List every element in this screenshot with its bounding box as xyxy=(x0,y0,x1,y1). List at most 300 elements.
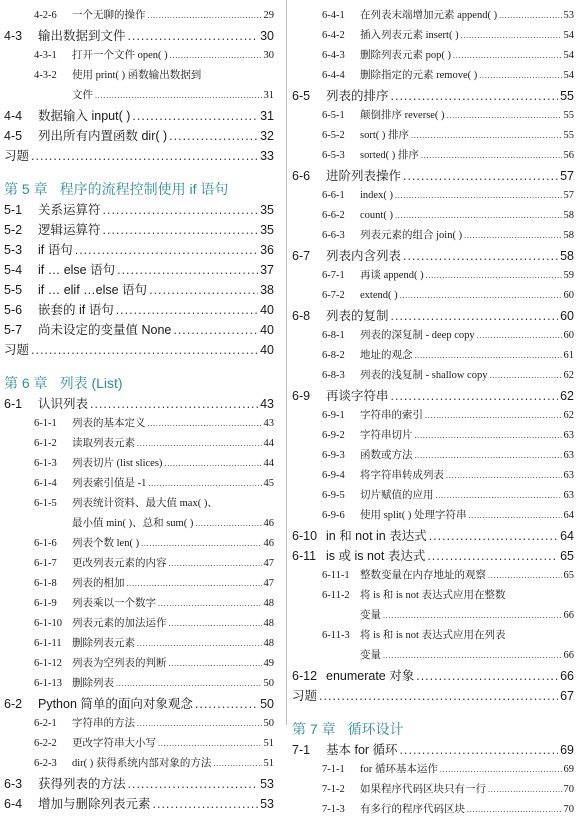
toc-subsection-entry[interactable] xyxy=(4,66,274,86)
dot-leader xyxy=(395,206,562,226)
toc-section-entry[interactable] xyxy=(292,86,574,106)
page-number: 35 xyxy=(260,223,274,237)
toc-subsection-entry[interactable] xyxy=(292,186,574,206)
toc-subsection-entry[interactable] xyxy=(292,586,574,606)
entry-number: 6-1-9 xyxy=(34,598,57,609)
toc-subsection-entry[interactable] xyxy=(4,414,274,434)
page-number: 38 xyxy=(260,283,274,297)
entry-title: 函数或方法 xyxy=(360,450,413,461)
dot-leader xyxy=(117,260,258,280)
toc-subsection-entry[interactable] xyxy=(292,446,574,466)
toc-subsection-entry[interactable] xyxy=(292,266,574,286)
entry-title: 列表内含列表 xyxy=(326,249,402,263)
toc-exercises-entry[interactable] xyxy=(4,146,274,166)
chapter-heading[interactable] xyxy=(4,372,274,394)
dot-leader xyxy=(213,754,261,774)
entry-number: 6-5 xyxy=(292,89,311,103)
toc-subsection-entry[interactable] xyxy=(4,754,274,774)
dot-leader xyxy=(421,146,562,166)
dot-leader xyxy=(403,246,558,266)
toc-subsection-entry[interactable] xyxy=(292,106,574,126)
entry-title: if … elif …else 语句 xyxy=(38,283,148,297)
page-number: 46 xyxy=(263,518,274,529)
entry-number: 6-9-3 xyxy=(322,450,345,461)
page-number: 62 xyxy=(563,370,574,381)
entry-title: if 语句 xyxy=(38,243,73,257)
dot-leader xyxy=(141,534,261,554)
chapter-heading[interactable] xyxy=(4,178,274,200)
toc-section-entry[interactable] xyxy=(4,694,274,714)
dot-leader xyxy=(103,220,259,240)
entry-number: 6-1-3 xyxy=(34,458,57,469)
toc-section-entry[interactable] xyxy=(292,526,574,546)
entry-number: 6-9-4 xyxy=(322,470,345,481)
page-number: 60 xyxy=(560,309,574,323)
page-number: 62 xyxy=(563,410,574,421)
dot-leader xyxy=(195,694,258,714)
dot-leader xyxy=(447,106,562,126)
entry-title: 列表的复制 xyxy=(326,309,389,323)
entry-title: sorted( ) 排序 xyxy=(360,150,419,161)
toc-subsection-entry[interactable] xyxy=(292,66,574,86)
dot-leader xyxy=(116,300,258,320)
toc-section-entry[interactable] xyxy=(4,394,274,414)
dot-leader xyxy=(103,200,259,220)
toc-subsection-entry[interactable] xyxy=(4,594,274,614)
toc-subsection-entry[interactable] xyxy=(4,574,274,594)
entry-title: in 和 not in 表达式 xyxy=(326,529,427,543)
dot-leader xyxy=(436,486,562,506)
entry-number: 6-2 xyxy=(4,697,23,711)
toc-subsection-entry[interactable] xyxy=(292,760,574,780)
page-number: 66 xyxy=(563,650,574,661)
dot-leader xyxy=(479,66,561,86)
toc-exercises-entry[interactable] xyxy=(292,686,574,706)
page-number: 48 xyxy=(263,598,274,609)
toc-section-entry[interactable] xyxy=(4,126,274,146)
page-number: 57 xyxy=(563,190,574,201)
entry-number: 6-4-3 xyxy=(322,50,345,61)
page-number: 43 xyxy=(263,418,274,429)
entry-number: 6-1-8 xyxy=(34,578,57,589)
entry-number: 4-3 xyxy=(4,29,23,43)
toc-section-entry[interactable] xyxy=(4,260,274,280)
dot-leader xyxy=(128,26,259,46)
dot-leader xyxy=(391,86,559,106)
page-number: 50 xyxy=(263,678,274,689)
toc-section-entry[interactable] xyxy=(4,106,274,126)
entry-number: 6-5-3 xyxy=(322,150,345,161)
page-number: 49 xyxy=(263,658,274,669)
dot-leader xyxy=(489,366,561,386)
dot-leader xyxy=(75,240,258,260)
entry-title: 颠倒排序 reverse( ) xyxy=(360,110,445,121)
page-number: 69 xyxy=(563,764,574,775)
toc-subsection-entry[interactable] xyxy=(292,46,574,66)
toc-subsection-entry[interactable] xyxy=(292,326,574,346)
page-number: 48 xyxy=(263,618,274,629)
dot-leader xyxy=(128,774,259,794)
entry-number: 6-7 xyxy=(292,249,311,263)
entry-number: 6-4-4 xyxy=(322,70,345,81)
toc-subsection-entry[interactable] xyxy=(4,654,274,674)
toc-subsection-entry[interactable] xyxy=(292,286,574,306)
toc-entry-continuation[interactable] xyxy=(292,646,574,666)
toc-subsection-entry[interactable] xyxy=(4,534,274,554)
toc-section-entry[interactable] xyxy=(292,386,574,406)
entry-number: 4-3-2 xyxy=(34,70,57,81)
toc-section-entry[interactable] xyxy=(4,240,274,260)
chapter-title: 循环设计 xyxy=(347,721,404,737)
dot-leader xyxy=(195,514,261,534)
dot-leader xyxy=(391,306,559,326)
entry-title: extend( ) xyxy=(360,290,398,301)
toc-subsection-entry[interactable] xyxy=(292,406,574,426)
page-number: 58 xyxy=(563,230,574,241)
page-number: 35 xyxy=(260,203,274,217)
page-number: 58 xyxy=(563,210,574,221)
entry-title: Python 简单的面向对象观念 xyxy=(38,697,193,711)
page-number: 31 xyxy=(260,109,274,123)
toc-subsection-entry[interactable] xyxy=(292,126,574,146)
entry-title: 获得列表的方法 xyxy=(38,777,126,791)
entry-number: 6-12 xyxy=(292,669,318,683)
entry-title: 如果程序代码区块只有一行 xyxy=(360,784,486,795)
entry-number: 7-1-2 xyxy=(322,784,345,795)
toc-subsection-entry[interactable] xyxy=(292,226,574,246)
entry-title: 字符串切片 xyxy=(360,430,413,441)
chapter-heading[interactable] xyxy=(292,718,574,740)
entry-number: 6-4-2 xyxy=(322,30,345,41)
entry-number: 6-1-4 xyxy=(34,478,57,489)
entry-number: 6-9-6 xyxy=(322,510,345,521)
entry-title: 在列表末端增加元素 append( ) xyxy=(360,10,498,21)
toc-section-entry[interactable] xyxy=(4,200,274,220)
entry-number: 6-1 xyxy=(4,397,23,411)
toc-section-entry[interactable] xyxy=(4,320,274,340)
entry-title: 列表乘以一个数字 xyxy=(72,598,156,609)
entry-title: 将 is 和 is not 表达式应用在列表 xyxy=(360,630,506,641)
dot-leader xyxy=(95,86,262,106)
toc-subsection-entry[interactable] xyxy=(292,466,574,486)
entry-number: 6-1-7 xyxy=(34,558,57,569)
entry-title: 地址的观念 xyxy=(360,350,413,361)
entry-title: if … else 语句 xyxy=(38,263,116,277)
entry-number: 7-1 xyxy=(292,743,311,757)
dot-leader xyxy=(137,714,262,734)
entry-title: 习题 xyxy=(4,343,30,357)
entry-number: 5-1 xyxy=(4,203,23,217)
toc-section-entry[interactable] xyxy=(292,246,574,266)
toc-left-column xyxy=(4,6,274,814)
page-number: 63 xyxy=(563,470,574,481)
entry-number: 6-8-2 xyxy=(322,350,345,361)
page-number: 46 xyxy=(263,538,274,549)
entry-number: 6-5-1 xyxy=(322,110,345,121)
entry-title: 列表的深复制 - deep copy xyxy=(360,330,475,341)
toc-subsection-entry[interactable] xyxy=(292,566,574,586)
toc-subsection-entry[interactable] xyxy=(292,626,574,646)
entry-title: 有多行的程序代码区块 xyxy=(360,804,465,815)
entry-title: 增加与删除列表元素 xyxy=(38,797,151,811)
entry-number: 6-8 xyxy=(292,309,311,323)
toc-subsection-entry[interactable] xyxy=(292,506,574,526)
entry-number: 6-10 xyxy=(292,529,318,543)
toc-subsection-entry[interactable] xyxy=(4,494,274,514)
page-number: 51 xyxy=(263,758,274,769)
entry-title: dir( ) 获得系统内部对象的方法 xyxy=(72,758,212,769)
page-number: 69 xyxy=(560,743,574,757)
entry-number: 5-2 xyxy=(4,223,23,237)
dot-leader xyxy=(383,646,562,666)
page-number: 53 xyxy=(260,777,274,791)
dot-leader xyxy=(137,434,262,454)
page-number: 57 xyxy=(560,169,574,183)
page-number: 30 xyxy=(260,29,274,43)
entry-title: 列表的排序 xyxy=(326,89,389,103)
page-number: 62 xyxy=(560,389,574,403)
page-number: 51 xyxy=(263,738,274,749)
entry-number: 6-5-2 xyxy=(322,130,345,141)
page-number: 43 xyxy=(260,397,274,411)
entry-title: 嵌套的 if 语句 xyxy=(38,303,114,317)
toc-subsection-entry[interactable] xyxy=(292,426,574,446)
dot-leader xyxy=(90,394,258,414)
entry-title: 字符串的方法 xyxy=(72,718,135,729)
entry-number: 6-6-1 xyxy=(322,190,345,201)
chapter-number: 第 5 章 xyxy=(4,181,48,197)
entry-title: 删除列表 xyxy=(72,678,114,689)
page-number: 59 xyxy=(563,270,574,281)
entry-title: 列出所有内置函数 dir( ) xyxy=(38,129,168,143)
entry-title: 再谈字符串 xyxy=(326,389,389,403)
toc-subsection-entry[interactable] xyxy=(292,346,574,366)
toc-right-column xyxy=(292,6,574,820)
toc-section-entry[interactable] xyxy=(292,306,574,326)
entry-number: 6-6 xyxy=(292,169,311,183)
page-number: 54 xyxy=(563,30,574,41)
dot-leader xyxy=(169,126,258,146)
toc-subsection-entry[interactable] xyxy=(292,6,574,26)
dot-leader xyxy=(137,634,262,654)
entry-title: 插入列表元素 insert( ) xyxy=(360,30,459,41)
dot-leader xyxy=(395,186,562,206)
page-number: 65 xyxy=(560,549,574,563)
entry-title: 变量 xyxy=(360,650,381,661)
column-divider xyxy=(286,0,287,725)
toc-subsection-entry[interactable] xyxy=(292,780,574,800)
dot-leader xyxy=(127,574,262,594)
dot-leader xyxy=(400,286,562,306)
toc-section-entry[interactable] xyxy=(292,546,574,566)
dot-leader xyxy=(488,780,562,800)
entry-title: 更改列表元素的内容 xyxy=(72,558,167,569)
dot-leader xyxy=(148,474,261,494)
entry-title: 列表索引值是 -1 xyxy=(72,478,147,489)
entry-title: 最小值 min( )、总和 sum( ) xyxy=(72,518,194,529)
entry-number: 6-11-3 xyxy=(322,630,350,641)
entry-number: 4-4 xyxy=(4,109,23,123)
chapter-number: 第 7 章 xyxy=(292,721,336,737)
page-number: 63 xyxy=(563,490,574,501)
entry-number: 4-3-1 xyxy=(34,50,57,61)
entry-title: 将字符串转成列表 xyxy=(360,470,444,481)
entry-title: 将 is 和 is not 表达式应用在整数 xyxy=(360,590,506,601)
entry-number: 6-3 xyxy=(4,777,23,791)
entry-number: 6-6-2 xyxy=(322,210,345,221)
entry-title: 列表元素的加法运作 xyxy=(72,618,167,629)
toc-subsection-entry[interactable] xyxy=(4,6,274,26)
page-number: 40 xyxy=(260,303,274,317)
toc-subsection-entry[interactable] xyxy=(292,366,574,386)
toc-entry-continuation[interactable] xyxy=(4,86,274,106)
entry-title: 进阶列表操作 xyxy=(326,169,402,183)
toc-section-entry[interactable] xyxy=(4,774,274,794)
entry-number: 7-1-1 xyxy=(322,764,345,775)
page-number: 66 xyxy=(563,610,574,621)
page-number: 70 xyxy=(563,784,574,795)
entry-title: 读取列表元素 xyxy=(72,438,135,449)
toc-subsection-entry[interactable] xyxy=(292,486,574,506)
entry-number: 6-1-2 xyxy=(34,438,57,449)
toc-section-entry[interactable] xyxy=(4,300,274,320)
entry-title: 列表为空列表的判断 xyxy=(72,658,167,669)
entry-title: 更改字符串大小写 xyxy=(72,738,156,749)
dot-leader xyxy=(169,614,262,634)
toc-section-entry[interactable] xyxy=(4,794,274,814)
entry-title: 列表个数 len( ) xyxy=(72,538,140,549)
toc-subsection-entry[interactable] xyxy=(4,734,274,754)
page-number: 53 xyxy=(260,797,274,811)
entry-title: count( ) xyxy=(360,210,393,221)
entry-title: 输出数据到文件 xyxy=(38,29,126,43)
page-number: 55 xyxy=(560,89,574,103)
toc-section-entry[interactable] xyxy=(4,280,274,300)
toc-section-entry[interactable] xyxy=(4,220,274,240)
entry-number: 6-9-5 xyxy=(322,490,345,501)
page-number: 60 xyxy=(563,290,574,301)
dot-leader xyxy=(415,346,562,366)
dot-leader xyxy=(429,526,558,546)
entry-number: 6-1-5 xyxy=(34,498,57,509)
toc-section-entry[interactable] xyxy=(4,26,274,46)
entry-title: 列表的相加 xyxy=(72,578,125,589)
toc-section-entry[interactable] xyxy=(292,740,574,760)
entry-number: 5-5 xyxy=(4,283,23,297)
toc-exercises-entry[interactable] xyxy=(4,340,274,360)
entry-number: 6-1-10 xyxy=(34,618,62,629)
entry-title: 列表的基本定义 xyxy=(72,418,146,429)
toc-subsection-entry[interactable] xyxy=(4,714,274,734)
toc-subsection-entry[interactable] xyxy=(4,614,274,634)
page-number: 66 xyxy=(560,669,574,683)
toc-section-entry[interactable] xyxy=(292,166,574,186)
page-number: 36 xyxy=(260,243,274,257)
entry-number: 7-1-3 xyxy=(322,804,345,815)
entry-number: 6-11-1 xyxy=(322,570,350,581)
entry-number: 4-5 xyxy=(4,129,23,143)
entry-number: 6-7-1 xyxy=(322,270,345,281)
dot-leader xyxy=(149,280,258,300)
page-number: 45 xyxy=(263,478,274,489)
dot-leader xyxy=(391,386,559,406)
entry-title: 打开一个文件 open( ) xyxy=(72,50,168,61)
entry-number: 6-2-2 xyxy=(34,738,57,749)
toc-subsection-entry[interactable] xyxy=(4,474,274,494)
entry-title: 基本 for 循环 xyxy=(326,743,398,757)
entry-number: 6-11 xyxy=(292,549,317,563)
page-number: 64 xyxy=(560,529,574,543)
dot-leader xyxy=(415,426,562,446)
entry-title: 删除指定的元素 remove( ) xyxy=(360,70,478,81)
entry-title: index( ) xyxy=(360,190,393,201)
toc-subsection-entry[interactable] xyxy=(4,454,274,474)
chapter-title: 程序的流程控制使用 if 语句 xyxy=(59,181,229,197)
dot-leader xyxy=(468,506,561,526)
toc-subsection-entry[interactable] xyxy=(4,674,274,694)
page-number: 30 xyxy=(263,50,274,61)
page-number: 55 xyxy=(563,130,574,141)
entry-title: 列表切片 (list slices) xyxy=(72,458,163,469)
page-number: 29 xyxy=(263,10,274,21)
toc-subsection-entry[interactable] xyxy=(292,146,574,166)
dot-leader xyxy=(31,340,258,360)
entry-number: 6-1-6 xyxy=(34,538,57,549)
entry-title: 使用 print( ) 函数输出数据到 xyxy=(72,70,202,81)
toc-subsection-entry[interactable] xyxy=(292,206,574,226)
dot-leader xyxy=(403,166,558,186)
toc-section-entry[interactable] xyxy=(292,666,574,686)
dot-leader xyxy=(31,146,258,166)
entry-title: sort( ) 排序 xyxy=(360,130,409,141)
page-number: 47 xyxy=(263,578,274,589)
chapter-title: 列表 (List) xyxy=(59,375,123,391)
page-number: 61 xyxy=(563,350,574,361)
page-number: 44 xyxy=(263,458,274,469)
entry-number: 5-6 xyxy=(4,303,23,317)
entry-number: 6-9 xyxy=(292,389,311,403)
entry-number: 6-8-3 xyxy=(322,370,345,381)
toc-entry-continuation[interactable] xyxy=(292,606,574,626)
page-number: 70 xyxy=(563,804,574,815)
page-number: 54 xyxy=(563,70,574,81)
toc-entry-continuation[interactable] xyxy=(4,514,274,534)
entry-title: is 或 is not 表达式 xyxy=(326,549,426,563)
entry-number: 6-4 xyxy=(4,797,23,811)
dot-leader xyxy=(427,546,558,566)
toc-subsection-entry[interactable] xyxy=(4,554,274,574)
toc-subsection-entry[interactable] xyxy=(4,46,274,66)
dot-leader xyxy=(461,26,562,46)
dot-leader xyxy=(415,446,562,466)
dot-leader xyxy=(411,126,562,146)
toc-subsection-entry[interactable] xyxy=(4,434,274,454)
entry-title: 一个无聊的操作 xyxy=(72,10,146,21)
dot-leader xyxy=(467,800,562,820)
toc-subsection-entry[interactable] xyxy=(4,634,274,654)
toc-subsection-entry[interactable] xyxy=(292,26,574,46)
dot-leader xyxy=(464,226,561,246)
toc-subsection-entry[interactable] xyxy=(292,800,574,820)
entry-title: 再谈 append( ) xyxy=(360,270,424,281)
dot-leader xyxy=(158,594,262,614)
page-number: 40 xyxy=(260,323,274,337)
dot-leader xyxy=(400,740,559,760)
entry-title: 删除列表元素 pop( ) xyxy=(360,50,451,61)
entry-title: 列表统计资料、最大值 max( )、 xyxy=(72,498,218,509)
dot-leader xyxy=(440,760,562,780)
entry-title: 变量 xyxy=(360,610,381,621)
